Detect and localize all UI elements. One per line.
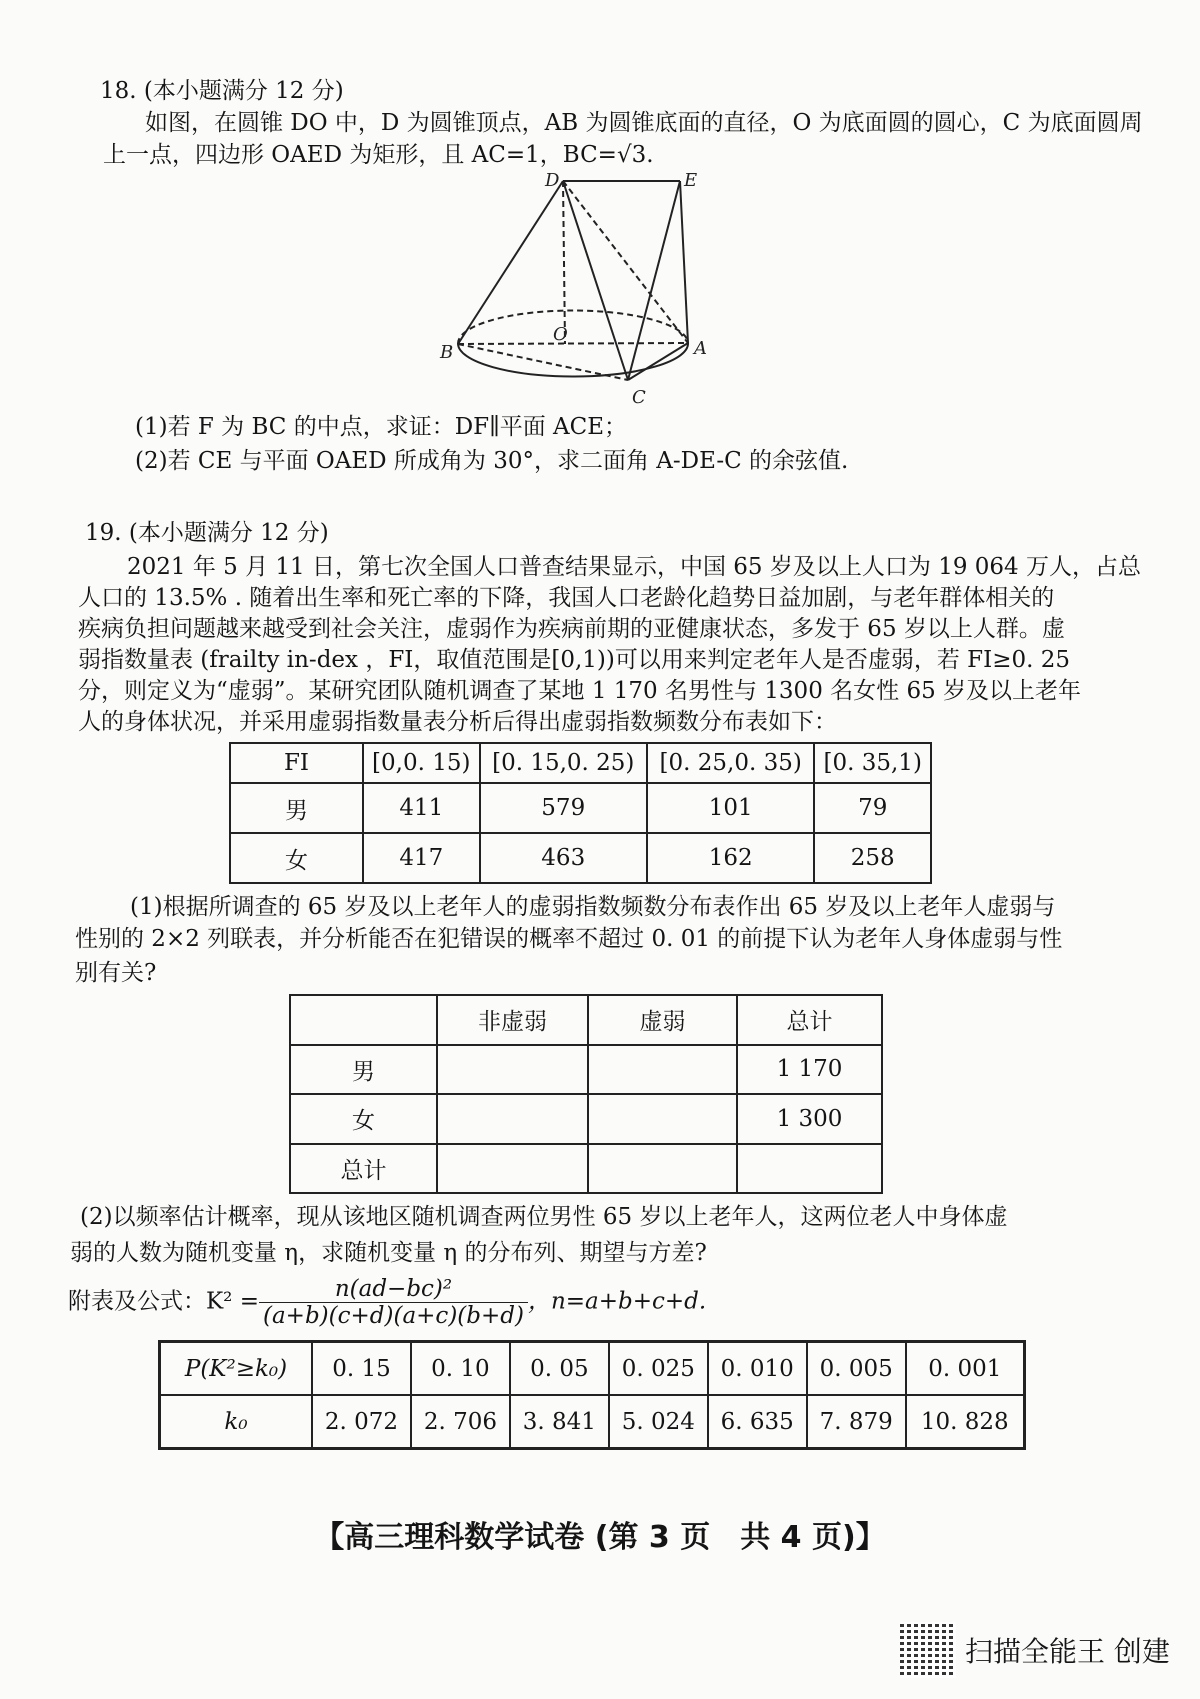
formula-numerator: n(ad−bc)² <box>259 1276 528 1303</box>
table-cell <box>588 1094 737 1144</box>
table-cell: 0. 10 <box>411 1342 510 1396</box>
table-row <box>290 1144 882 1194</box>
table-header-cell: [0. 25,0. 35) <box>647 743 814 783</box>
table-cell: 411 <box>363 783 480 833</box>
cone-figure <box>420 168 740 408</box>
q19-stem-line: 人口的 13.5% . 随着出生率和死亡率的下降，我国人口老龄化趋势日益加剧，与老年群体相关的 <box>78 585 1055 611</box>
q19-part2-line: (2)以频率估计概率，现从该地区随机调查两位男性 65 岁以上老年人，这两位老人中身体虚 <box>80 1204 1008 1230</box>
table-header-cell: 虚弱 <box>588 995 737 1045</box>
table-cell: 7. 879 <box>807 1395 906 1449</box>
q18-stem-line1: 如图，在圆锥 DO 中，D 为圆锥顶点，AB 为圆锥底面的直径，O 为底面圆的圆心，C 为底面圆周 <box>145 110 1143 136</box>
table-cell: 463 <box>480 833 647 883</box>
table-cell: 79 <box>814 783 931 833</box>
page-footer: 【高三理科数学试卷 (第 3 页 共 4 页)】 <box>314 1520 886 1555</box>
label-b: B <box>440 342 454 363</box>
label-c: C <box>632 387 646 408</box>
table-cell: 总计 <box>290 1144 437 1194</box>
table-header-cell: 总计 <box>737 995 882 1045</box>
table-cell <box>437 1045 588 1095</box>
q18-part2: (2)若 CE 与平面 OAED 所成角为 30°，求二面角 A-DE-C 的余弦值. <box>135 448 849 474</box>
q19-stem-line: 2021 年 5 月 11 日，第七次全国人口普查结果显示，中国 65 岁及以上人口为 19 064 万人，占总 <box>127 554 1141 580</box>
label-d: D <box>545 170 560 191</box>
q19-stem-line: 分，则定义为“虚弱”。某研究团队随机调查了某地 1 170 名男性与 1300 名女性 65 岁及以上老年 <box>78 678 1082 704</box>
q19-stem-line: 弱指数量表 (frailty in-dex ，FI，取值范围是[0,1))可以用来判定老年人是否虚弱，若 FI≥0. 25 <box>78 647 1071 673</box>
table-header-cell: [0. 35,1) <box>814 743 931 783</box>
formula-fraction <box>259 1276 528 1329</box>
q19-part1-line: 别有关? <box>75 960 157 986</box>
table-cell: 1 300 <box>737 1094 882 1144</box>
scanner-watermark: 扫描全能王 创建 <box>965 1635 1170 1668</box>
table-cell: 10. 828 <box>906 1395 1025 1449</box>
table-row <box>160 1395 1025 1449</box>
formula-denominator: (a+b)(c+d)(a+c)(b+d) <box>263 1303 524 1329</box>
q19-stem-line: 疾病负担问题越来越受到社会关注，虚弱作为疾病前期的亚健康状态，多发于 65 岁以上人群。虚 <box>78 616 1065 642</box>
table-cell: 0. 001 <box>906 1342 1025 1396</box>
label-e: E <box>684 170 698 191</box>
table-row <box>290 1094 882 1144</box>
contingency-table <box>289 994 883 1194</box>
q19-header: 19. (本小题满分 12 分) <box>85 520 329 546</box>
table-row-label: P(K²≥k₀) <box>160 1342 313 1396</box>
q18-header: 18. (本小题满分 12 分) <box>100 78 344 104</box>
q19-part1-line: 性别的 2×2 列联表，并分析能否在犯错误的概率不超过 0. 01 的前提下认为老年人身体虚弱与性 <box>75 926 1063 952</box>
table-cell: 162 <box>647 833 814 883</box>
formula <box>68 1276 706 1329</box>
table-cell: 0. 005 <box>807 1342 906 1396</box>
q18-part1: (1)若 F 为 BC 的中点，求证：DF∥平面 ACE； <box>135 414 628 440</box>
table-cell: 0. 010 <box>708 1342 807 1396</box>
table-cell <box>437 1144 588 1194</box>
table-row-label: k₀ <box>160 1395 313 1449</box>
frailty-frequency-table <box>229 742 932 884</box>
table-row <box>230 783 931 833</box>
table-row <box>290 1045 882 1095</box>
q19-part2-line: 弱的人数为随机变量 η，求随机变量 η 的分布列、期望与方差? <box>70 1240 707 1266</box>
table-cell: 女 <box>290 1094 437 1144</box>
table-cell: 6. 635 <box>708 1395 807 1449</box>
table-cell <box>588 1144 737 1194</box>
table-header-row <box>230 743 931 783</box>
table-header-cell: FI <box>230 743 363 783</box>
table-cell: 男 <box>230 783 363 833</box>
q19-part1-line: (1)根据所调查的 65 岁及以上老年人的虚弱指数频数分布表作出 65 岁及以上老年人虚弱与 <box>130 894 1056 920</box>
table-row <box>230 833 931 883</box>
table-cell: 女 <box>230 833 363 883</box>
table-cell: 0. 05 <box>510 1342 609 1396</box>
critical-value-table <box>158 1340 1026 1450</box>
q19-stem-line: 人的身体状况，并采用虚弱指数量表分析后得出虚弱指数频数分布表如下： <box>78 709 837 735</box>
table-cell: 0. 025 <box>609 1342 708 1396</box>
label-o: O <box>553 324 568 345</box>
table-cell: 0. 15 <box>312 1342 411 1396</box>
table-cell: 579 <box>480 783 647 833</box>
table-cell: 2. 706 <box>411 1395 510 1449</box>
table-cell: 3. 841 <box>510 1395 609 1449</box>
table-cell: 101 <box>647 783 814 833</box>
table-header-cell: 非虚弱 <box>437 995 588 1045</box>
table-cell: 417 <box>363 833 480 883</box>
table-cell <box>588 1045 737 1095</box>
table-row <box>160 1342 1025 1396</box>
table-cell: 258 <box>814 833 931 883</box>
table-cell: 男 <box>290 1045 437 1095</box>
table-cell <box>737 1144 882 1194</box>
formula-suffix: ，n=a+b+c+d. <box>527 1288 707 1315</box>
table-header-cell <box>290 995 437 1045</box>
table-cell <box>437 1094 588 1144</box>
table-header-row <box>290 995 882 1045</box>
table-header-cell: [0,0. 15) <box>363 743 480 783</box>
label-a: A <box>694 338 707 359</box>
formula-prefix: 附表及公式：K² = <box>68 1288 259 1315</box>
table-cell: 5. 024 <box>609 1395 708 1449</box>
table-header-cell: [0. 15,0. 25) <box>480 743 647 783</box>
table-cell: 2. 072 <box>312 1395 411 1449</box>
table-cell: 1 170 <box>737 1045 882 1095</box>
q18-stem-line2: 上一点，四边形 OAED 为矩形，且 AC=1，BC=√3. <box>103 142 654 168</box>
qr-code-icon <box>900 1622 956 1678</box>
